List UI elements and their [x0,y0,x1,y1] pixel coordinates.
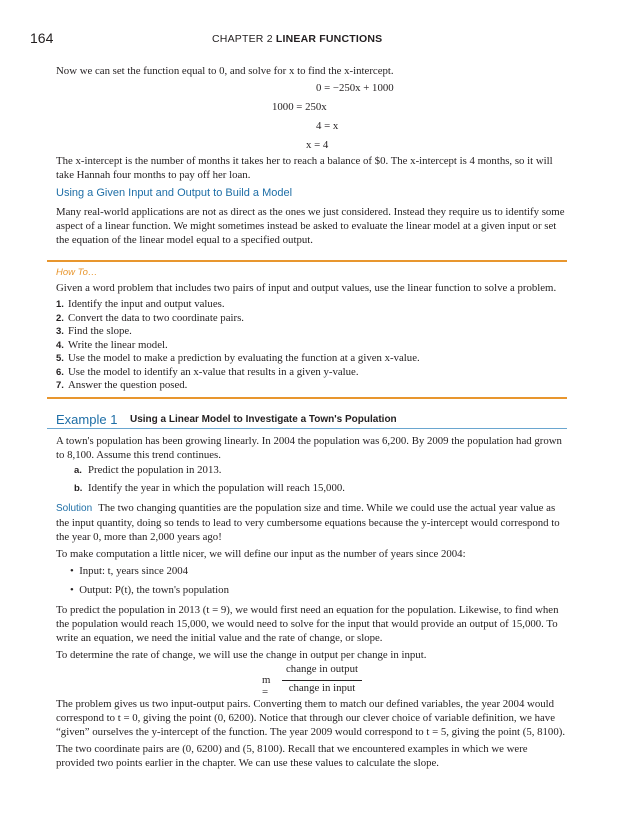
howto-step: 2. Convert the data to two coordinate pairs. [56,311,244,324]
howto-step: 7. Answer the question posed. [56,379,188,391]
solution-paragraph: Solution The two changing quantities are the population size and time. While we could use the actual year value as the input quantity, doing so tends to lead to very cumbersome equations because the y-intercept would correspond to the year 0, more than 2,000 years ago! [56,502,560,543]
howto-step: 3. Find the slope. [56,325,132,337]
howto-intro: Given a word problem that includes two pairs of input and output values, use the linear function to solve a problem. [56,282,557,294]
paragraph-prediction: To predict the population in 2013 (t = 9), we would first need an equation for the population. Likewise, to find when the population would reach 15,000, we would need to solve for the input that would provide an output of 15,000. To write an equation, we need the initial value and the rate of change, or slope. [56,604,559,644]
chapter-label: CHAPTER 2 [212,33,273,45]
part-b: b. Identify the year in which the population will reach 15,000. [74,482,345,494]
example-rule [47,428,567,429]
equation-1: 0 = −250x + 1000 [316,82,394,94]
howto-bottom-rule [47,397,567,399]
howto-label: How To… [56,267,98,278]
chapter-title: LINEAR FUNCTIONS [275,33,383,45]
formula-denominator: change in input [288,682,356,694]
howto-steps [56,298,420,393]
part-a: a. Predict the population in 2013. [74,464,222,476]
example-problem: A town's population has been growing linearly. In 2004 the population was 6,200. By 2009 the population had grown to 8,100. Assume this trend continues. [56,435,562,461]
section-heading: Using a Given Input and Output to Build a Model [56,187,293,199]
fraction-bar [282,680,362,681]
equation-3: 4 = x [316,120,339,132]
paragraph-input-definition: To make computation a little nicer, we will define our input as the number of years since 2004: [56,548,466,560]
equation-4: x = 4 [306,139,329,151]
running-header [212,33,382,45]
intro-lead: Now we can set the function equal to 0, and solve for x to find the x-intercept. [56,65,394,77]
bullet-output: • Output: P(t), the town's population [70,584,229,596]
formula-numerator: change in output [286,663,358,675]
paragraph-rate: To determine the rate of change, we will use the change in output per change in input. [56,649,427,661]
howto-step: 4. Write the linear model. [56,338,168,351]
paragraph-pairs: The problem gives us two input-output pairs. Converting them to match our defined variables, the year 2004 would correspond to t = 0, giving the point (0, 6200). Notice that through our clever choice of variable definition, we have “given” ourselves the y-intercept of the function. The year 2009 would correspond to t = 5, giving the point (5, 8100). [56,698,566,738]
section-text: Many real-world applications are not as direct as the ones we just considered. Instead they require us to identify some aspect of a linear function. We might sometimes instead be asked to evaluate the linear model at a given input or set the equation of the linear model equal to a specified output. [56,206,565,246]
howto-step: 1. Identify the input and output values. [56,298,225,310]
howto-step: 6. Use the model to identify an x-value that results in a given y-value. [56,365,359,378]
formula-lhs: m = [262,674,271,698]
equation-2: 1000 = 250x [272,101,327,113]
solution-label: Solution [56,503,93,514]
bullet-input: • Input: t, years since 2004 [70,565,189,577]
howto-top-rule [47,260,567,262]
howto-step: 5. Use the model to make a prediction by evaluating the function at a given x-value. [56,352,420,364]
intro-conclusion: The x-intercept is the number of months it takes her to reach a balance of $0. The x-intercept is 4 months, so it will take Hannah four months to pay off her loan. [56,155,553,181]
page-number: 164 [30,30,54,46]
paragraph-slope: The two coordinate pairs are (0, 6200) and (5, 8100). Recall that we encountered examples in which we were provided two points earlier in the chapter. We can use these values to calculate the slope. [56,743,528,769]
example-title: Using a Linear Model to Investigate a Town's Population [130,414,397,425]
example-label: Example 1 [56,412,118,427]
